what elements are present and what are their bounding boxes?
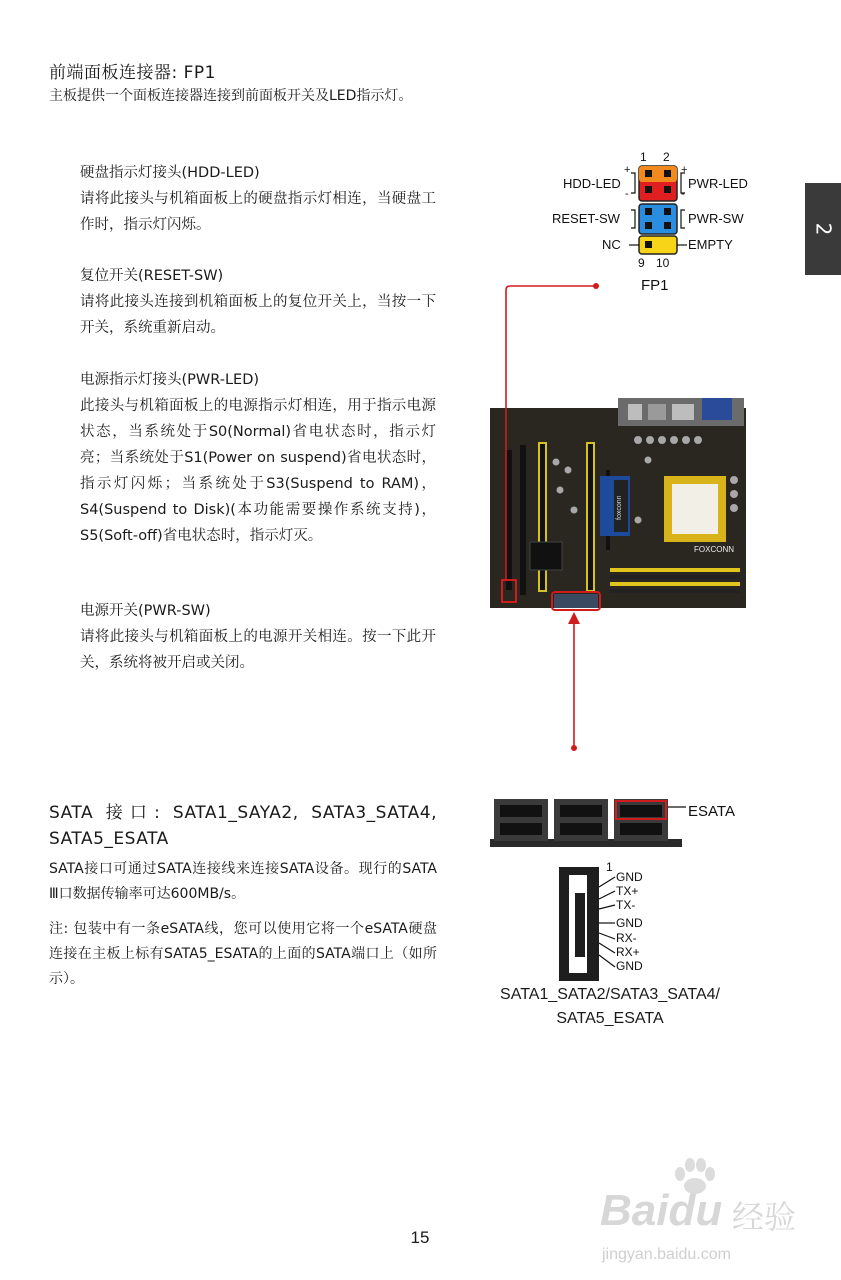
fp1-intro: 主板提供一个面板连接器连接到前面板开关及LED指示灯。: [49, 88, 413, 104]
reset-sw-label: RESET-SW: [552, 211, 620, 226]
motherboard-illustration: [488, 280, 750, 760]
item-pwr-sw: [80, 598, 436, 676]
sata-ports: [554, 594, 598, 608]
sata-arrow-head: [568, 612, 580, 624]
sata-pin-rx-minus: RX-: [616, 931, 637, 945]
watermark-url: jingyan.baidu.com: [602, 1246, 731, 1263]
led-block-top: [639, 166, 677, 182]
dimm-slot: [610, 568, 740, 572]
nc-label: NC: [602, 237, 621, 252]
item-title: 硬盘指示灯接头(HDD-LED): [80, 165, 260, 181]
sata-connector-diagram: [555, 865, 625, 983]
sata-pin-1-label: 1: [606, 860, 613, 874]
southbridge-heatsink: [530, 542, 562, 570]
item-title: 电源开关(PWR-SW): [80, 603, 211, 619]
item-title: 电源指示灯接头(PWR-LED): [80, 372, 260, 388]
hdd-plus: +: [624, 164, 631, 176]
item-desc: 请将此接头与机箱面板上的硬盘指示灯相连，当硬盘工作时，指示灯闪烁。: [80, 191, 436, 233]
pci-slot: [520, 445, 526, 595]
sata-para-2: 注: 包装中有一条eSATA线，您可以使用它将一个eSATA硬盘连接在主板上标有SATA5_ESATA的上面的SATA端口上（如所示）。: [49, 921, 437, 987]
item-hdd-led: [80, 160, 436, 238]
pwr-plus: +: [681, 164, 688, 176]
item-reset-sw: [80, 263, 436, 341]
esata-label: ESATA: [688, 803, 735, 820]
pin-2-label: 2: [663, 150, 670, 164]
sata-pin-gnd: GND: [616, 870, 643, 884]
watermark-cn-text: 经验: [732, 1199, 797, 1235]
watermark-logo-text: Baidu: [600, 1186, 723, 1235]
esata-port: [614, 799, 668, 841]
sata-caption-line-1: SATA1_SATA2/SATA3_SATA4/: [500, 986, 720, 1003]
dimm-slot: [610, 589, 740, 593]
sata-pin-tx-plus: TX+: [616, 884, 639, 898]
vga-port: [702, 398, 732, 420]
sata-pin-rx-plus: RX+: [616, 945, 640, 959]
heatsink-brand: foxconn: [616, 495, 623, 520]
pin-10-label: 10: [656, 256, 670, 270]
sata-section-title: SATA 接口: SATA1_SAYA2, SATA3_SATA4, SATA5_ESATA: [49, 803, 437, 849]
page-number: 15: [410, 1228, 430, 1247]
chapter-number: 2: [810, 222, 835, 236]
empty-label: EMPTY: [688, 237, 733, 252]
hdd-led-label: HDD-LED: [563, 176, 621, 191]
pwr-led-label: PWR-LED: [688, 176, 748, 191]
hdd-minus: -: [625, 188, 629, 200]
chapter-tab: [805, 183, 841, 275]
watermark: [600, 1158, 800, 1268]
switch-block: [639, 204, 677, 234]
item-desc: 此接头与机箱面板上的电源指示灯相连，用于指示电源状态，当系统处于S0(Normal)省电状态时，指示灯亮；当系统处于S1(Power on suspend)省电状态时，指示灯闪烁；当系统处于S3(Suspend to RAM)，S4(Suspend to Disk)(本功能需要操作系统支持)，S5(Soft-off)省电状态时，指示灯灭。: [80, 398, 436, 544]
item-desc: 请将此接头连接到机箱面板上的复位开关上，当按一下开关，系统重新启动。: [80, 294, 436, 336]
sata-pin-gnd: GND: [616, 959, 643, 973]
pwr-minus: -: [681, 188, 685, 200]
pin-leaders: [599, 877, 615, 967]
sata-para-1: SATA接口可通过SATA连接线来连接SATA设备。现行的SATA Ⅲ口数据传输率可达600MB/s。: [49, 861, 437, 902]
pin-9-label: 9: [638, 256, 645, 270]
pci-slot: [506, 450, 512, 590]
fp1-section-title: 前端面板连接器: FP1: [49, 63, 216, 83]
fp1-diagram: [545, 148, 755, 298]
dimm-slot: [610, 575, 740, 579]
item-title: 复位开关(RESET-SW): [80, 268, 224, 284]
item-desc: 请将此接头与机箱面板上的电源开关相连。按一下此开关，系统将被开启或关闭。: [80, 629, 436, 671]
fp1-caption: FP1: [641, 277, 669, 294]
sata-port: [494, 799, 548, 841]
pwr-sw-label: PWR-SW: [688, 211, 744, 226]
item-pwr-led: [80, 367, 436, 549]
sata-pin-tx-minus: TX-: [616, 898, 636, 912]
sata-ports-illustration: [490, 795, 690, 855]
sata-port: [554, 799, 608, 841]
sata-caption-line-2: SATA5_ESATA: [556, 1010, 664, 1027]
dimm-slot: [610, 582, 740, 586]
board-brand: FOXCONN: [694, 545, 734, 554]
sata-pin-gnd: GND: [616, 916, 643, 930]
nc-block: [639, 236, 677, 254]
cpu-socket: [672, 484, 718, 534]
pin-1-label: 1: [640, 150, 647, 164]
